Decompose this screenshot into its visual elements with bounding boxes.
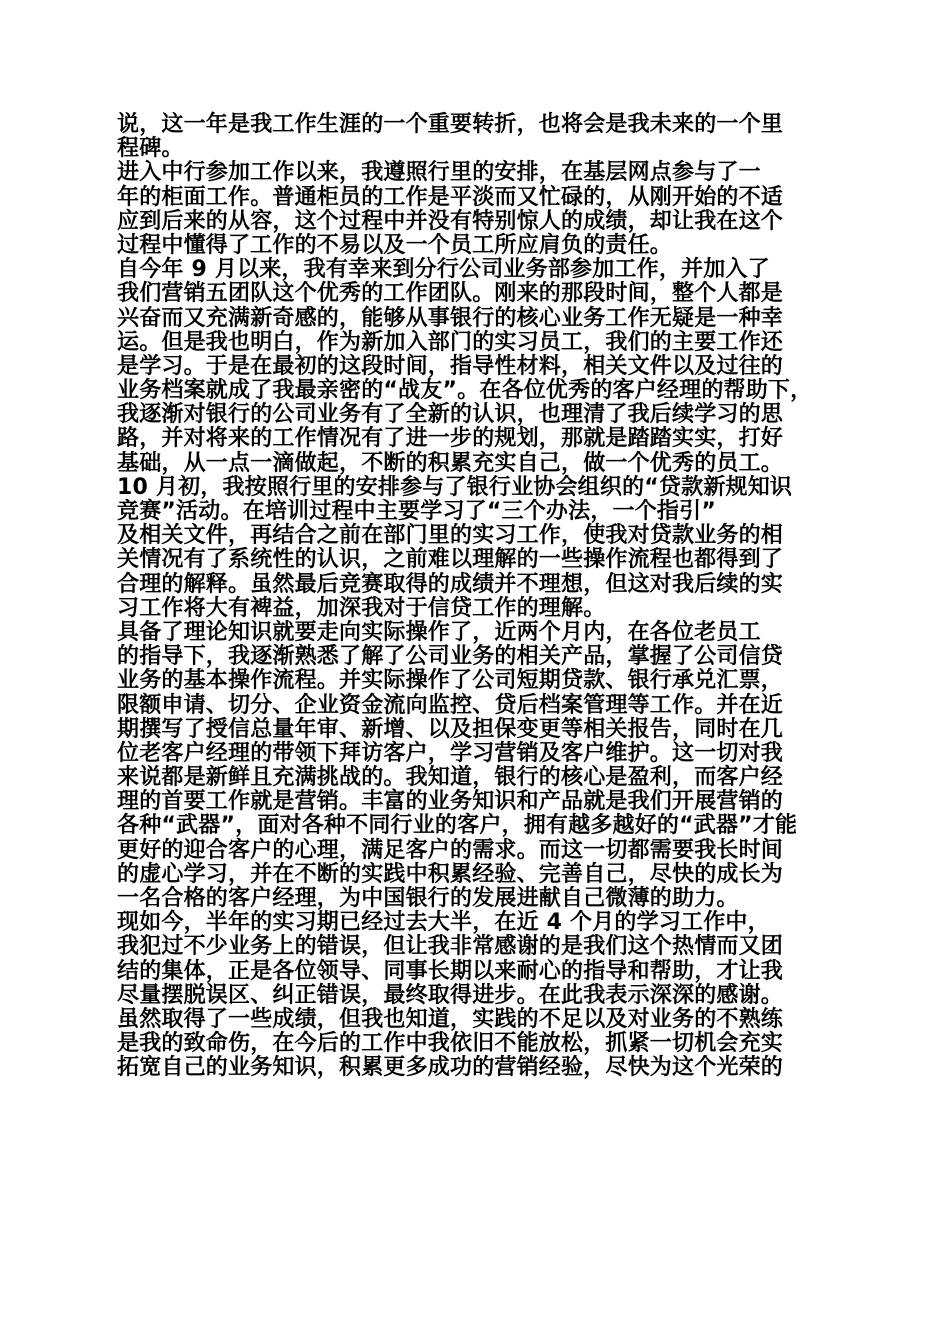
text-line: 10 月初，我按照行里的安排参与了银行业协会组织的“贷款新规知识 bbox=[117, 474, 793, 500]
text-line: 基础，从一点一滴做起，不断的积累充实自己，做一个优秀的员工。 bbox=[117, 450, 784, 476]
text-line: 更好的迎合客户的心理，满足客户的需求。而这一切都需要我长时间 bbox=[117, 837, 784, 863]
text-line: 说，这一年是我工作生涯的一个重要转折，也将会是我未来的一个里 bbox=[117, 112, 784, 137]
text-line: 兴奋而又充满新奇感的，能够从事银行的核心业务工作无疑是一种幸 bbox=[117, 305, 784, 331]
text-line: 是学习。于是在最初的这段时间，指导性材料，相关文件以及过往的 bbox=[117, 353, 784, 379]
text-line: 路，并对将来的工作情况有了进一步的规划，那就是踏踏实实，打好 bbox=[117, 426, 784, 452]
text-line: 尽量摆脱误区、纠正错误，最终取得进步。在此我表示深深的感谢。 bbox=[117, 982, 784, 1008]
text-line: 进入中行参加工作以来，我遵照行里的安排，在基层网点参与了一 bbox=[117, 160, 761, 186]
text-line: 习工作将大有裨益，加深我对于信贷工作的理解。 bbox=[117, 595, 606, 621]
text-line: 限额申请、切分、企业资金流向监控、贷后档案管理等工作。并在近 bbox=[117, 692, 784, 718]
document-body bbox=[117, 113, 835, 1081]
text-line: 的虚心学习，并在不断的实践中积累经验、完善自己，尽快的成长为 bbox=[117, 861, 784, 887]
text-line: 业务档案就成了我最亲密的“战友”。在各位优秀的客户经理的帮助下， bbox=[117, 378, 813, 404]
text-line: 关情况有了系统性的认识，之前难以理解的一些操作流程也都得到了 bbox=[117, 547, 784, 573]
text-line: 运。但是我也明白，作为新加入部门的实习员工，我们的主要工作还 bbox=[117, 329, 784, 355]
text-line: 竞赛”活动。在培训过程中主要学习了“三个办法，一个指引” bbox=[117, 499, 716, 524]
text-line: 过程中懂得了工作的不易以及一个员工所应肩负的责任。 bbox=[117, 232, 673, 258]
text-line: 我们营销五团队这个优秀的工作团队。刚来的那段时间，整个人都是 bbox=[117, 281, 784, 307]
text-line: 自今年 9 月以来，我有幸来到分行公司业务部参加工作，并加入了 bbox=[117, 257, 770, 283]
text-line: 理的首要工作就是营销。丰富的业务知识和产品就是我们开展营销的 bbox=[117, 789, 784, 815]
text-line: 是我的致命伤，在今后的工作中我依旧不能放松，抓紧一切机会充实 bbox=[117, 1031, 784, 1057]
text-line: 虽然取得了一些成绩，但我也知道，实践的不足以及对业务的不熟练 bbox=[117, 1006, 784, 1032]
text-line: 结的集体，正是各位领导、同事长期以来耐心的指导和帮助，才让我 bbox=[117, 958, 784, 984]
text-line: 业务的基本操作流程。并实际操作了公司短期贷款、银行承兑汇票， bbox=[117, 668, 784, 694]
text-line: 应到后来的从容，这个过程中并没有特别惊人的成绩，却让我在这个 bbox=[117, 208, 784, 234]
text-line: 我犯过不少业务上的错误，但让我非常感谢的是我们这个热情而又团 bbox=[117, 934, 784, 960]
text-line: 具备了理论知识就要走向实际操作了，近两个月内，在各位老员工 bbox=[117, 619, 761, 645]
text-line: 的指导下，我逐渐熟悉了解了公司业务的相关产品，掌握了公司信贷 bbox=[117, 644, 784, 670]
text-line: 期撰写了授信总量年审、新增、以及担保变更等相关报告，同时在几 bbox=[117, 716, 784, 742]
text-line: 现如今，半年的实习期已经过去大半，在近 4 个月的学习工作中， bbox=[117, 910, 770, 936]
text-line: 合理的解释。虽然最后竞赛取得的成绩并不理想，但这对我后续的实 bbox=[117, 571, 784, 597]
text-line: 程碑。 bbox=[117, 136, 184, 162]
text-line: 我逐渐对银行的公司业务有了全新的认识，也理清了我后续学习的思 bbox=[117, 402, 784, 428]
text-line: 年的柜面工作。普通柜员的工作是平淡而又忙碌的，从刚开始的不适 bbox=[117, 184, 784, 210]
text-line: 位老客户经理的带领下拜访客户，学习营销及客户维护。这一切对我 bbox=[117, 740, 784, 766]
text-line: 拓宽自己的业务知识，积累更多成功的营销经验，尽快为这个光荣的 bbox=[117, 1055, 784, 1081]
text-line: 来说都是新鲜且充满挑战的。我知道，银行的核心是盈利，而客户经 bbox=[117, 765, 784, 791]
text-line: 及相关文件，再结合之前在部门里的实习工作，使我对贷款业务的相 bbox=[117, 523, 784, 549]
text-line: 一名合格的客户经理，为中国银行的发展进献自己微薄的助力。 bbox=[117, 886, 739, 911]
text-line: 各种“武器”，面对各种不同行业的客户，拥有越多越好的“武器”才能 bbox=[117, 813, 798, 839]
